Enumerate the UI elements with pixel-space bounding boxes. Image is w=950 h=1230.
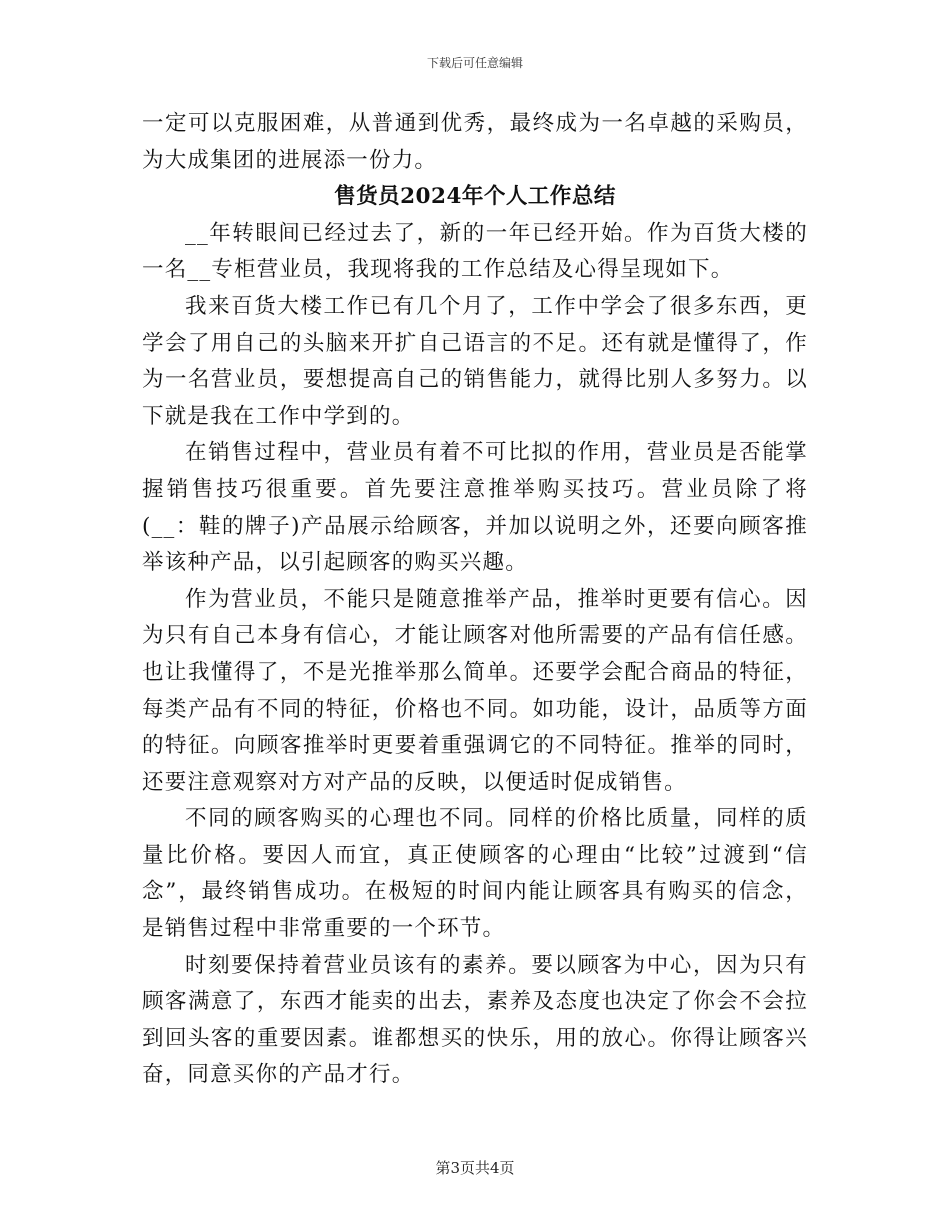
paragraph-customer-psychology: 不同的顾客购买的心理也不同。同样的价格比质量，同样的质量比价格。要因人而宜，真正使顾客的心理由“比较”过渡到“信念”，最终销售成功。在极短的时间内能让顾客具有购买的信念，是销售过程中非常重要的一个环节。 (142, 806, 808, 942)
paragraph-experience: 我来百货大楼工作已有几个月了，工作中学会了很多东西，更学会了用自己的头脑来开扩自己语言的不足。还有就是懂得了，作为一名营业员，要想提高自己的销售能力，就得比别人多努力。以下就是我在工作中学到的。 (142, 293, 808, 429)
document-title: 售货员2024年个人工作总结 (334, 184, 616, 210)
document-body (142, 106, 808, 1094)
paragraph-intro: __年转眼间已经过去了，新的一年已经开始。作为百货大楼的一名__专柜营业员，我现将我的工作总结及心得呈现如下。 (142, 220, 808, 283)
paragraph-sales-skills: 在销售过程中，营业员有着不可比拟的作用，营业员是否能掌握销售技巧很重要。首先要注意推举购买技巧。营业员除了将(__：鞋的牌子)产品展示给顾客，并加以说明之外，还要向顾客推举该种产品，以引起顾客的购买兴趣。 (142, 440, 808, 576)
paragraph-professionalism: 时刻要保持着营业员该有的素养。要以顾客为中心，因为只有顾客满意了，东西才能卖的出去，素养及态度也决定了你会不会拉到回头客的重要因素。谁都想买的快乐，用的放心。你得让顾客兴奋，同意买你的产品才行。 (142, 952, 808, 1088)
paragraph-continued: 一定可以克服困难，从普通到优秀，最终成为一名卓越的采购员，为大成集团的进展添一份力。 (142, 111, 808, 173)
page-header: 下载后可任意编辑 (426, 56, 523, 70)
paragraph-confidence: 作为营业员，不能只是随意推举产品，推举时更要有信心。因为只有自己本身有信心，才能让顾客对他所需要的产品有信任感。也让我懂得了，不是光推举那么简单。还要学会配合商品的特征，每类产品有不同的特征，价格也不同。如功能，设计，品质等方面的特征。向顾客推举时更要着重强调它的不同特征。推举的同时，还要注意观察对方对产品的反映，以便适时促成销售。 (142, 586, 808, 795)
page-number: 第3页共4页 (435, 1159, 515, 1177)
